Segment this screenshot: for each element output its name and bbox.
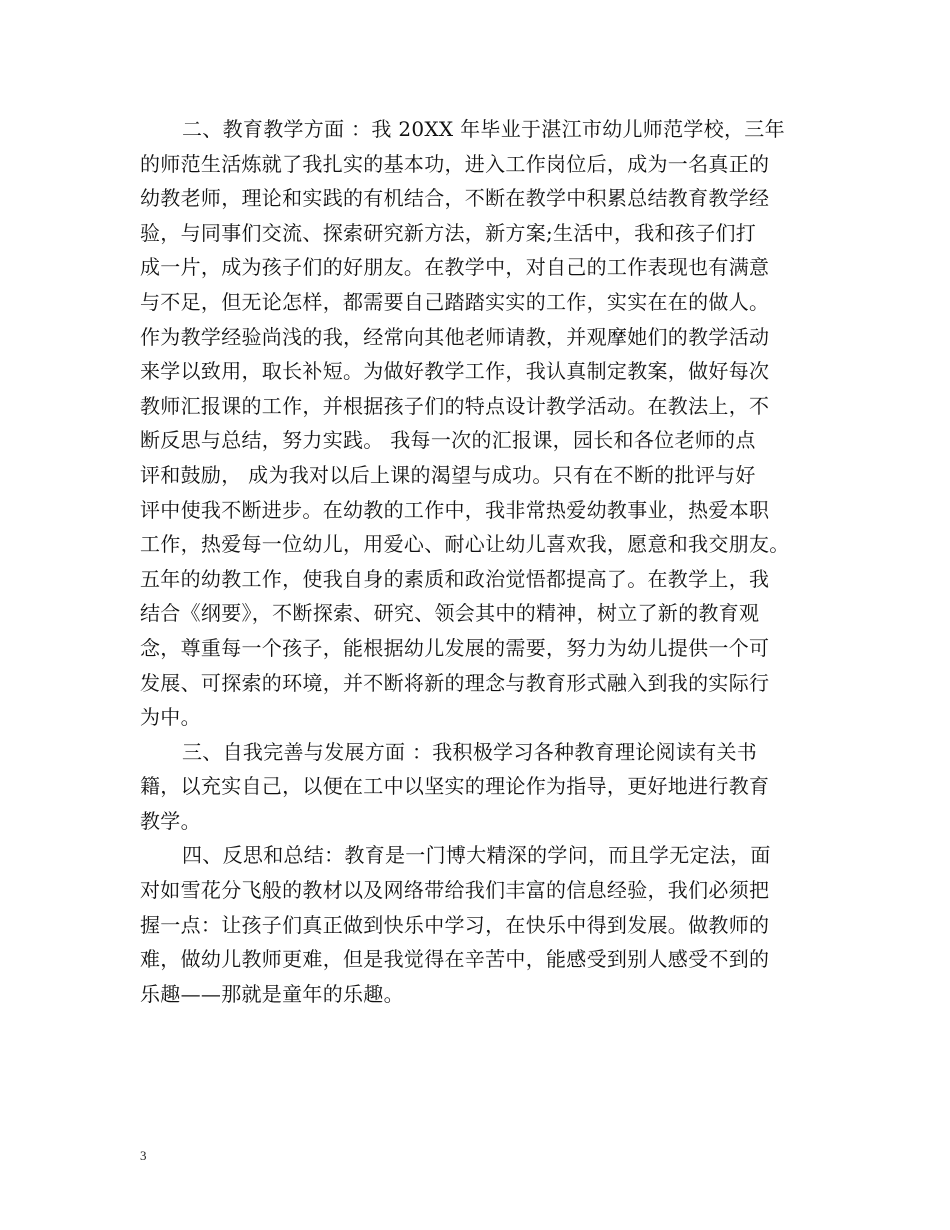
text-line: 工作，热爱每一位幼儿，用爱心、耐心让幼儿喜欢我，愿意和我交朋友。 — [140, 532, 790, 557]
text-line: 幼教老师，理论和实践的有机结合，不断在教学中积累总结教育教学经 — [140, 186, 770, 211]
text-line: 来学以致用，取长补短。为做好教学工作，我认真制定教案，做好每次 — [140, 359, 770, 384]
text-line: 评中使我不断进步。在幼教的工作中，我非常热爱幼教事业，热爱本职 — [140, 497, 770, 522]
text-line: 四、反思和总结：教育是一门博大精深的学问，而且学无定法，面 — [182, 843, 771, 868]
text-line: 发展、可探索的环境，并不断将新的理念与教育形式融入到我的实际行 — [140, 670, 770, 695]
text-line: 对如雪花分飞般的教材以及网络带给我们丰富的信息经验，我们必须把 — [140, 878, 770, 903]
text-line: 为中。 — [140, 705, 201, 730]
text-line: 三、自我完善与发展方面 ：我积极学习各种教育理论阅读有关书 — [182, 739, 758, 764]
text-line: 五年的幼教工作，使我自身的素质和政治觉悟都提高了。在教学上，我 — [140, 566, 770, 591]
text-line: 评和鼓励， 成为我对以后上课的渴望与成功。只有在不断的批评与好 — [140, 462, 756, 487]
text-line: 成一片，成为孩子们的好朋友。在教学中，对自己的工作表现也有满意 — [140, 255, 770, 280]
text-line: 作为教学经验尚浅的我，经常向其他老师请教，并观摩她们的教学活动 — [140, 324, 770, 349]
page-number: 3 — [140, 1148, 147, 1163]
text-line: 教学。 — [140, 808, 201, 833]
paragraph-education-teaching — [140, 112, 820, 735]
text-line: 握一点：让孩子们真正做到快乐中学习，在快乐中得到发展。做教师的 — [140, 912, 770, 937]
text-line: 断反思与总结，努力实践。 我每一次的汇报课，园长和各位老师的点 — [140, 428, 756, 453]
text-line: 念，尊重每一个孩子，能根据幼儿发展的需要，努力为幼儿提供一个可 — [140, 635, 770, 660]
document-body — [140, 112, 820, 1011]
text-line: 与不足，但无论怎样，都需要自己踏踏实实的工作，实实在在的做人。 — [140, 289, 770, 314]
text-line: 籍，以充实自己，以便在工中以坚实的理论作为指导，更好地进行教育 — [140, 774, 770, 799]
text-line: 二、教育教学方面 ：我 20XX 年毕业于湛江市幼儿师范学校，三年 — [182, 117, 785, 141]
text-line: 教师汇报课的工作，并根据孩子们的特点设计教学活动。在教法上，不 — [140, 393, 770, 418]
paragraph-self-improvement — [140, 735, 820, 839]
text-line: 验，与同事们交流、探索研究新方法，新方案;生活中，我和孩子们打 — [140, 220, 757, 245]
paragraph-reflection-summary — [140, 838, 820, 1011]
text-line: 难，做幼儿教师更难，但是我觉得在辛苦中，能感受到别人感受不到的 — [140, 947, 770, 972]
text-line: 的师范生活炼就了我扎实的基本功，进入工作岗位后，成为一名真正的 — [140, 151, 770, 176]
text-line: 结合《纲要》，不断探索、研究、领会其中的精神，树立了新的教育观 — [140, 601, 760, 626]
text-line: 乐趣——那就是童年的乐趣。 — [140, 981, 404, 1006]
